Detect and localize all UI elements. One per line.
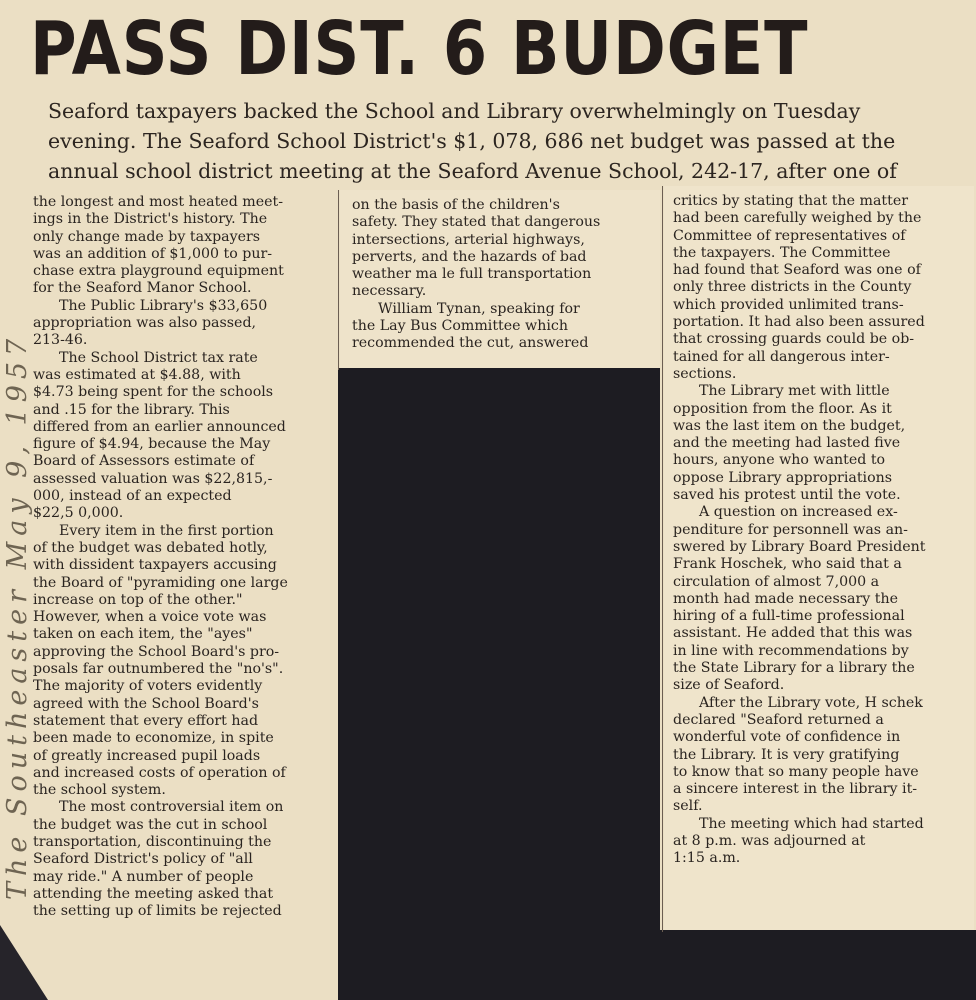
article-line: hours, anyone who wanted to <box>673 452 886 469</box>
article-line: Board of Assessors estimate of <box>33 453 255 470</box>
article-line: declared "Seaford returned a <box>673 711 884 728</box>
lede-line: Seaford taxpayers backed the School and Library overwhelmingly on Tuesday <box>48 99 861 123</box>
article-line: the longest and most heated meet- <box>33 194 284 210</box>
article-line: the budget was the cut in school <box>33 816 268 833</box>
article-line: of greatly increased pupil loads <box>33 747 261 764</box>
article-line: statement that every effort had <box>33 712 259 729</box>
article-line: was estimated at $4.88, with <box>33 366 241 383</box>
article-line: month had made necessary the <box>673 590 899 607</box>
article-line: opposition from the floor. As it <box>673 400 892 417</box>
article-line: and .15 for the library. This <box>33 401 230 418</box>
article-line: safety. They stated that dangerous <box>352 214 601 231</box>
article-line: taken on each item, the "ayes" <box>33 626 253 643</box>
lede-paragraph <box>48 96 948 186</box>
article-line: 1:15 a.m. <box>673 850 741 867</box>
article-line: The meeting which had started <box>699 815 924 832</box>
article-line: figure of $4.94, because the May <box>33 436 271 453</box>
article-line: been made to economize, in spite <box>33 730 274 747</box>
article-line: weather ma le full transportation <box>352 266 592 283</box>
article-line: The majority of voters evidently <box>33 678 263 695</box>
article-line: and increased costs of operation of <box>33 764 286 781</box>
article-line: 000, instead of an expected <box>33 488 232 505</box>
article-line: The most controversial item on <box>59 799 284 816</box>
article-line: to know that so many people have <box>673 763 919 780</box>
article-line: at 8 p.m. was adjourned at <box>673 832 866 849</box>
article-line: only three districts in the County <box>673 279 912 296</box>
article-line: William Tynan, speaking for <box>378 300 580 317</box>
article-line: increase on top of the other." <box>33 591 243 608</box>
article-line: penditure for personnell was an- <box>673 521 908 538</box>
article-line: and the meeting had lasted five <box>673 435 901 452</box>
column-divider <box>338 190 339 370</box>
article-line: agreed with the School Board's <box>33 695 259 712</box>
article-line: $4.73 being spent for the schools <box>33 384 274 401</box>
article-line: 213-46. <box>33 332 88 349</box>
dark-background-corner <box>0 925 48 1000</box>
article-line: assessed valuation was $22,815,- <box>33 470 273 487</box>
article-line: posals far outnumbered the "no's". <box>33 661 284 678</box>
article-line: appropriation was also passed, <box>33 315 257 332</box>
article-line: A question on increased ex- <box>699 504 898 521</box>
article-line: the Board of "pyramiding one large <box>33 574 288 591</box>
article-column-2 <box>352 197 650 353</box>
article-line: the Library. It is very gratifying <box>673 746 900 763</box>
article-line: saved his protest until the vote. <box>673 487 901 504</box>
article-line: had found that Seaford was one of <box>673 262 921 279</box>
article-line: had been carefully weighed by the <box>673 210 922 227</box>
article-column-1 <box>33 194 335 920</box>
article-line: approving the School Board's pro- <box>33 643 280 660</box>
article-line: ings in the District's history. The <box>33 211 268 228</box>
article-line: critics by stating that the matter <box>673 193 909 209</box>
article-line: attending the meeting asked that <box>33 885 274 902</box>
article-line: portation. It had also been assured <box>673 314 925 331</box>
article-line: The Library met with little <box>699 383 890 400</box>
article-line: oppose Library appropriations <box>673 469 893 486</box>
article-line: swered by Library Board President <box>673 538 926 555</box>
article-line: only change made by taxpayers <box>33 228 261 245</box>
article-line: circulation of almost 7,000 a <box>673 573 880 590</box>
dark-background-lower-right <box>660 930 976 1000</box>
article-line: assistant. He added that this was <box>673 625 913 642</box>
article-line: on the basis of the children's <box>352 197 560 213</box>
article-line: tained for all dangerous inter- <box>673 348 890 365</box>
article-line: which provided unlimited trans- <box>673 296 904 313</box>
article-line: the Lay Bus Committee which <box>352 318 568 335</box>
article-line: transportation, discontinuing the <box>33 833 272 850</box>
article-line: wonderful vote of confidence in <box>673 729 901 746</box>
article-line: The School District tax rate <box>59 349 258 366</box>
article-line: the school system. <box>33 782 166 799</box>
article-line: intersections, arterial highways, <box>352 231 585 248</box>
article-line: may ride." A number of people <box>33 868 254 885</box>
article-column-3 <box>673 193 968 868</box>
article-line: Seaford District's policy of "all <box>33 851 253 868</box>
article-line: $22,5 0,000. <box>33 505 124 522</box>
article-line: in line with recommendations by <box>673 642 909 659</box>
article-line: of the budget was debated hotly, <box>33 539 268 556</box>
article-line: perverts, and the hazards of bad <box>352 248 587 265</box>
article-line: However, when a voice vote was <box>33 609 267 626</box>
article-line: recommended the cut, answered <box>352 335 589 352</box>
article-line: necessary. <box>352 283 427 300</box>
article-line: sections. <box>673 365 737 382</box>
lede-line: annual school district meeting at the Seaford Avenue School, 242-17, after one of <box>48 159 897 183</box>
article-line: hiring of a full-time professional <box>673 608 905 625</box>
article-line: the taxpayers. The Committee <box>673 244 891 261</box>
article-line: The Public Library's $33,650 <box>59 297 268 314</box>
article-line: with dissident taxpayers accusing <box>33 557 277 574</box>
headline: PASS DIST. 6 BUDGET <box>30 6 809 92</box>
article-line: After the Library vote, H schek <box>699 694 923 711</box>
article-line: size of Seaford. <box>673 677 785 694</box>
column-divider <box>662 186 663 932</box>
article-line: the setting up of limits be rejected <box>33 903 282 920</box>
article-line: the State Library for a library the <box>673 660 915 677</box>
article-line: was an addition of $1,000 to pur- <box>33 245 273 262</box>
article-line: differed from an earlier announced <box>33 418 286 435</box>
article-line: that crossing guards could be ob- <box>673 331 915 348</box>
article-line: self. <box>673 798 703 815</box>
article-line: Committee of representatives of <box>673 227 906 244</box>
lede-line: evening. The Seaford School District's $1, 078, 686 net budget was passed at the <box>48 129 896 153</box>
article-line: was the last item on the budget, <box>673 417 906 434</box>
article-line: chase extra playground equipment <box>33 263 284 280</box>
dark-background-area <box>338 368 660 1000</box>
article-line: Every item in the first portion <box>59 522 274 539</box>
handwritten-source-note: The Southeaster May 9, 1957 <box>2 332 33 900</box>
article-line: for the Seaford Manor School. <box>33 280 252 297</box>
article-line: a sincere interest in the library it- <box>673 781 918 798</box>
article-line: Frank Hoschek, who said that a <box>673 556 902 573</box>
